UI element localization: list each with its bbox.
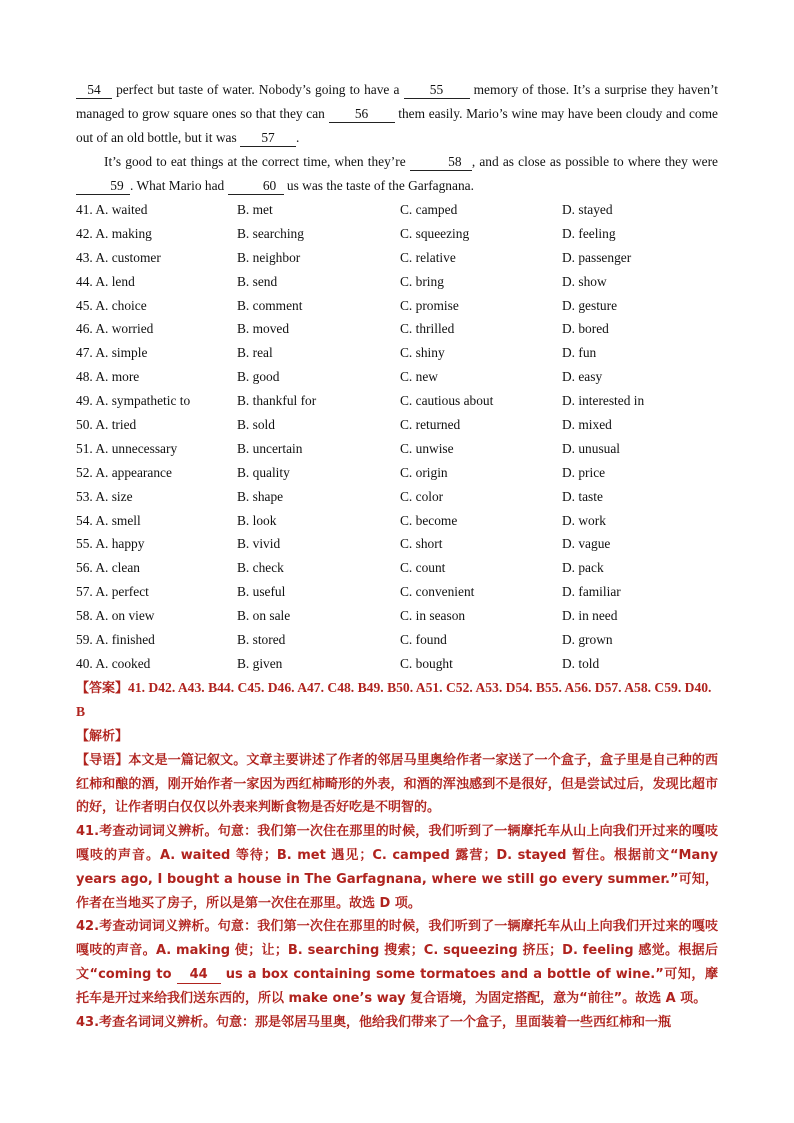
option-c: C. relative [400, 249, 456, 265]
option-d: D. show [562, 273, 607, 289]
option-c: C. thrilled [400, 321, 455, 337]
option-d: D. easy [562, 369, 603, 385]
option-b: B. moved [237, 321, 290, 337]
blank-58: 58 [410, 154, 472, 171]
option-a: 43. A. customer [76, 249, 161, 265]
option-a: 57. A. perfect [76, 584, 149, 600]
blank-60: 60 [228, 178, 284, 195]
option-a: 53. A. size [76, 488, 133, 504]
question-row [76, 461, 718, 485]
passage-text: us was the taste of the Garfagnana. [283, 178, 474, 193]
question-row [76, 270, 718, 294]
option-a: 40. A. cooked [76, 655, 151, 671]
option-b: B. neighbor [237, 249, 301, 265]
blank-55: 55 [404, 82, 470, 99]
option-b: B. useful [237, 584, 286, 600]
option-d: D. mixed [562, 417, 612, 433]
analysis-text: us a box containing some tormatoes and a bottle of wine.”可知，摩托车是开过来给我们送东西的，所以 make one’s way 复合语境，为固定搭配，意为“前往”。故选 A 项。 [76, 966, 718, 1006]
option-c: C. cautious about [400, 393, 494, 409]
option-b: B. shape [237, 488, 284, 504]
option-d: D. gesture [562, 297, 618, 313]
passage-paragraph-2 [76, 150, 718, 198]
passage-text: . [296, 130, 300, 145]
option-d: D. familiar [562, 584, 621, 600]
option-b: B. send [237, 273, 278, 289]
question-row [76, 365, 718, 389]
question-row [76, 437, 718, 461]
option-c: C. short [400, 536, 443, 552]
option-a: 44. A. lend [76, 273, 135, 289]
option-b: B. quality [237, 464, 290, 480]
answer-label: 【答案】 [76, 680, 129, 696]
option-b: B. on sale [237, 608, 291, 624]
option-c: C. found [400, 632, 447, 648]
option-d: D. stayed [562, 202, 613, 217]
options-table [76, 198, 718, 676]
option-d: D. price [562, 464, 606, 480]
passage-text: . What Mario had [130, 178, 228, 193]
option-b: B. sold [237, 417, 275, 433]
option-b: B. searching [237, 225, 304, 241]
option-a: 49. A. sympathetic to [76, 393, 191, 409]
option-d: D. told [562, 655, 600, 671]
option-c: C. bring [400, 273, 444, 289]
option-c: C. count [400, 560, 446, 576]
option-d: D. work [562, 512, 606, 528]
question-row [76, 294, 718, 318]
analysis-guide: 【导语】本文是一篇记叙文。文章主要讲述了作者的邻居马里奥给作者一家送了一个盒子，盒子里是自己种的西红柿和酿的酒，刚开始作者一家因为西红柿畸形的外表，和酒的浑浊感到不是很好，但是尝试过后，发现比超市的好，让作者明白仅仅以外表来判断食物是否好吃是不明智的。 [76, 752, 718, 816]
question-row [76, 341, 718, 365]
passage-text: , and as close as possible to where they were [471, 154, 718, 169]
analysis-text: 42.考查动词词义辨析。句意：我们第一次住在那里的时候，我们听到了一辆摩托车从山上向我们开过来的嘎吱嘎吱的声音。A. making 使；让；B. searching 搜索；C. squeezing 挤压；D. feeling 感觉。根据后文“coming to [76, 919, 718, 982]
option-b: B. look [237, 512, 277, 528]
question-row [76, 246, 718, 270]
option-a: 42. A. making [76, 225, 152, 241]
question-row [76, 485, 718, 509]
question-row [76, 317, 718, 341]
question-row [76, 556, 718, 580]
question-row [76, 628, 718, 652]
analysis-label: 【解析】 [76, 729, 129, 744]
option-c: C. squeezing [400, 225, 470, 241]
option-a: 41. A. waited [76, 202, 148, 217]
option-c: C. unwise [400, 440, 454, 456]
analysis-q41: 41.考查动词词义辨析。句意：我们第一次住在那里的时候，我们听到了一辆摩托车从山上向我们开过来的嘎吱嘎吱的声音。A. waited 等待；B. met 遇见；C. camped 露营；D. stayed 暂住。根据前文“Many years ago, I bought a house in The Garfagnana, where we still go every summer.”可知，作者在当地买了房子，所以是第一次住在那里。故选 D 项。 [76, 824, 718, 911]
passage-text: them easily. Mario’s wine may have been cloudy and come out of an old bottle, but it was [76, 106, 718, 145]
option-b: B. good [237, 369, 280, 385]
option-c: C. color [400, 488, 444, 504]
option-c: C. shiny [400, 345, 445, 361]
answer-key [76, 676, 718, 724]
option-d: D. passenger [562, 249, 632, 265]
option-c: C. origin [400, 464, 448, 480]
option-b: B. met [237, 202, 273, 217]
blank-54: 54 [76, 82, 112, 99]
blank-59: 59 [76, 178, 130, 195]
passage-text: memory of those. It’s a surprise they haven’t managed to grow square ones so that they can [76, 82, 719, 121]
question-row [76, 389, 718, 413]
question-row [76, 509, 718, 533]
analysis-q42 [76, 915, 718, 1010]
option-a: 59. A. finished [76, 632, 155, 648]
option-c: C. new [400, 369, 438, 385]
option-d: D. unusual [562, 440, 621, 456]
option-d: D. taste [562, 488, 603, 504]
analysis-label-line [76, 724, 718, 749]
option-d: D. feeling [562, 225, 616, 241]
passage-text: It’s good to eat things at the correct time, when they’re [104, 154, 410, 169]
blank-57: 57 [240, 130, 296, 147]
option-c: C. camped [400, 202, 458, 217]
option-a: 58. A. on view [76, 608, 155, 624]
option-a: 51. A. unnecessary [76, 440, 178, 456]
question-row [76, 604, 718, 628]
option-d: D. pack [562, 560, 604, 576]
analysis-q43: 43.考查名词词义辨析。句意：那是邻居马里奥，他给我们带来了一个盒子，里面装着一些西红柿和一瓶 [76, 1014, 672, 1030]
question-row [76, 532, 718, 556]
option-a: 56. A. clean [76, 560, 140, 576]
option-a: 52. A. appearance [76, 464, 172, 480]
question-row [76, 652, 718, 676]
option-d: D. in need [562, 608, 618, 624]
blank-44: 44 [177, 967, 221, 984]
option-a: 54. A. smell [76, 512, 141, 528]
option-c: C. become [400, 512, 458, 528]
option-c: C. promise [400, 297, 459, 313]
option-a: 46. A. worried [76, 321, 154, 337]
option-c: C. in season [400, 608, 466, 624]
option-b: B. uncertain [237, 440, 303, 456]
option-d: D. interested in [562, 393, 645, 409]
answer-text: 41. D42. A43. B44. C45. D46. A47. C48. B49. B50. A51. C52. A53. D54. B55. A56. D57. A58. C59. D40. B [76, 679, 712, 720]
option-c: C. returned [400, 417, 461, 433]
blank-56: 56 [329, 106, 395, 123]
option-b: B. check [237, 560, 284, 576]
option-b: B. real [237, 345, 273, 361]
question-row [76, 198, 718, 222]
option-a: 50. A. tried [76, 417, 137, 433]
option-b: B. vivid [237, 536, 281, 552]
option-d: D. grown [562, 632, 613, 648]
option-b: B. stored [237, 632, 286, 648]
option-a: 45. A. choice [76, 297, 147, 313]
option-d: D. vague [562, 536, 611, 552]
option-c: C. convenient [400, 584, 475, 600]
question-row [76, 413, 718, 437]
document-page [76, 78, 718, 1034]
passage-text: perfect but taste of water. Nobody’s going to have a [112, 82, 404, 97]
question-row [76, 580, 718, 604]
option-b: B. given [237, 655, 283, 671]
option-a: 55. A. happy [76, 536, 145, 552]
option-a: 48. A. more [76, 369, 140, 385]
option-a: 47. A. simple [76, 345, 148, 361]
option-c: C. bought [400, 655, 453, 671]
option-d: D. fun [562, 345, 597, 361]
question-row [76, 222, 718, 246]
option-d: D. bored [562, 321, 609, 337]
passage-paragraph-1 [76, 78, 718, 150]
option-b: B. thankful for [237, 393, 317, 409]
option-b: B. comment [237, 297, 303, 313]
